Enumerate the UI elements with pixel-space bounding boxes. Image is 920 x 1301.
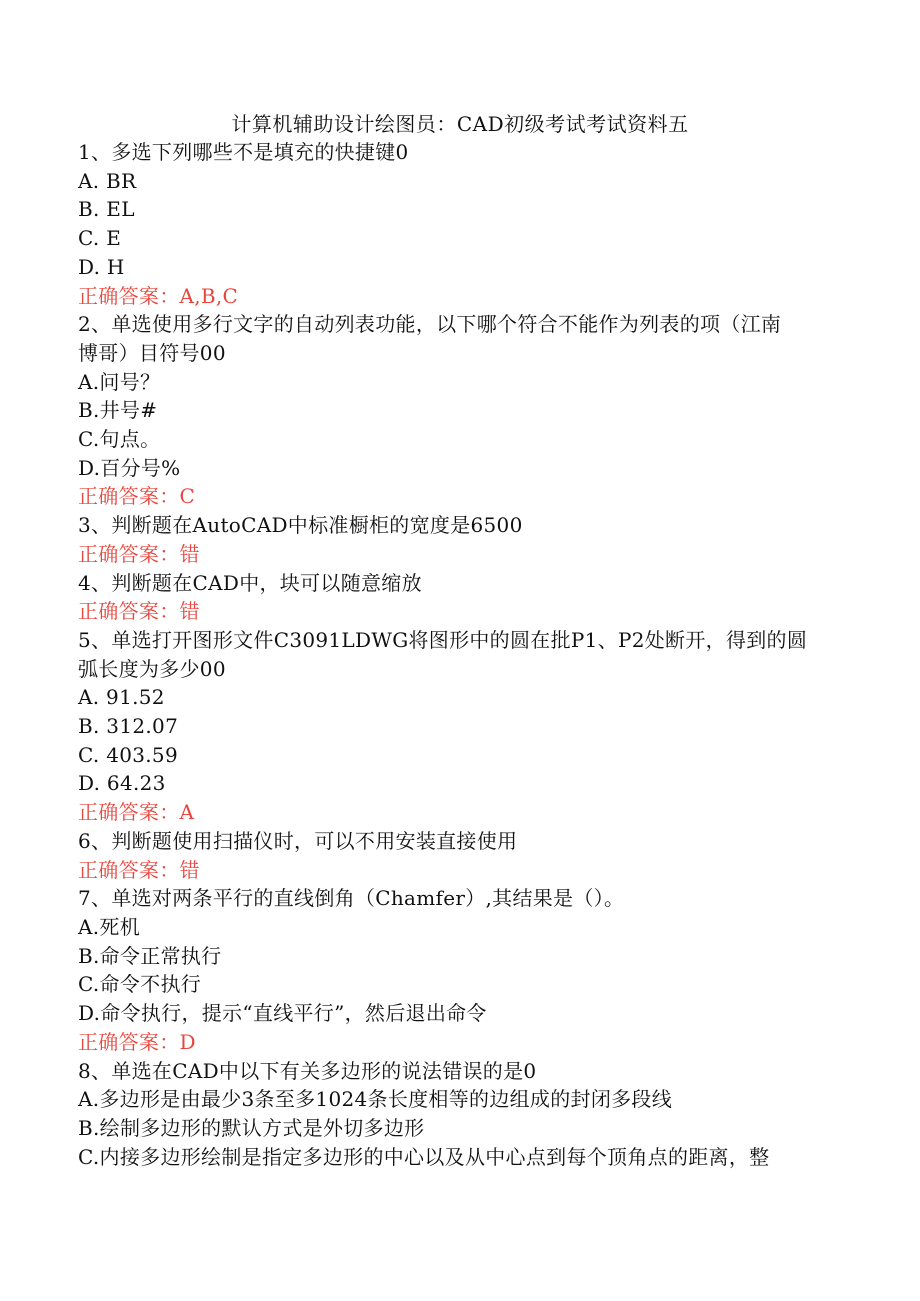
text-line: B.井号#	[78, 398, 158, 423]
text-line: A.多边形是由最少3条至多1024条长度相等的边组成的封闭多段线	[78, 1087, 673, 1112]
text-line: B. 312.07	[78, 714, 179, 739]
text-line: 5、单选打开图形文件C3091LDWG将图形中的圆在批P1、P2处断开，得到的圆	[78, 627, 808, 652]
text-line: 7、单选对两条平行的直线倒角（Chamfer）,其结果是（）。	[78, 886, 625, 911]
text-line: C.命令不执行	[78, 972, 202, 997]
text-line: C. E	[78, 226, 122, 251]
document-body	[78, 138, 838, 1171]
text-line: 2、单选使用多行文字的自动列表功能，以下哪个符合不能作为列表的项（江南	[78, 312, 782, 337]
answer-line: 正确答案：错	[78, 857, 200, 882]
text-line: A.死机	[78, 914, 141, 939]
text-line: D. H	[78, 254, 125, 279]
text-line: A. 91.52	[78, 685, 165, 710]
text-line: 8、单选在CAD中以下有关多边形的说法错误的是0	[78, 1058, 537, 1083]
text-line: C.内接多边形绘制是指定多边形的中心以及从中心点到每个顶角点的距离，整	[78, 1144, 770, 1169]
answer-line: 正确答案：A,B,C	[78, 283, 239, 308]
text-line: 博哥）目符号00	[78, 340, 226, 365]
text-line: A.问号？	[78, 369, 161, 394]
text-line: C.句点。	[78, 427, 161, 452]
answer-line: 正确答案：C	[78, 484, 196, 509]
text-line: B. EL	[78, 197, 135, 222]
text-line: 4、判断题在CAD中，块可以随意缩放	[78, 570, 422, 595]
text-line: D.百分号%	[78, 455, 181, 480]
text-line: 1、多选下列哪些不是填充的快捷键0	[78, 140, 409, 164]
text-line: D. 64.23	[78, 771, 166, 796]
text-line: 弧长度为多少00	[78, 656, 226, 681]
text-line: 6、判断题使用扫描仪时，可以不用安装直接使用	[78, 828, 518, 853]
document-title: 计算机辅助设计绘图员：CAD初级考试考试资料五	[231, 112, 689, 136]
text-line: B.绘制多边形的默认方式是外切多边形	[78, 1115, 425, 1140]
answer-line: 正确答案：D	[78, 1029, 196, 1054]
text-line: D.命令执行，提示“直线平行”，然后退出命令	[78, 1001, 487, 1026]
answer-line: 正确答案：错	[78, 541, 200, 566]
answer-line: 正确答案：错	[78, 599, 200, 624]
text-line: C. 403.59	[78, 742, 178, 767]
text-line: A. BR	[78, 168, 137, 193]
text-line: B.命令正常执行	[78, 943, 222, 968]
text-line: 3、判断题在AutoCAD中标准橱柜的宽度是6500	[78, 513, 523, 538]
answer-line: 正确答案：A	[78, 800, 195, 825]
